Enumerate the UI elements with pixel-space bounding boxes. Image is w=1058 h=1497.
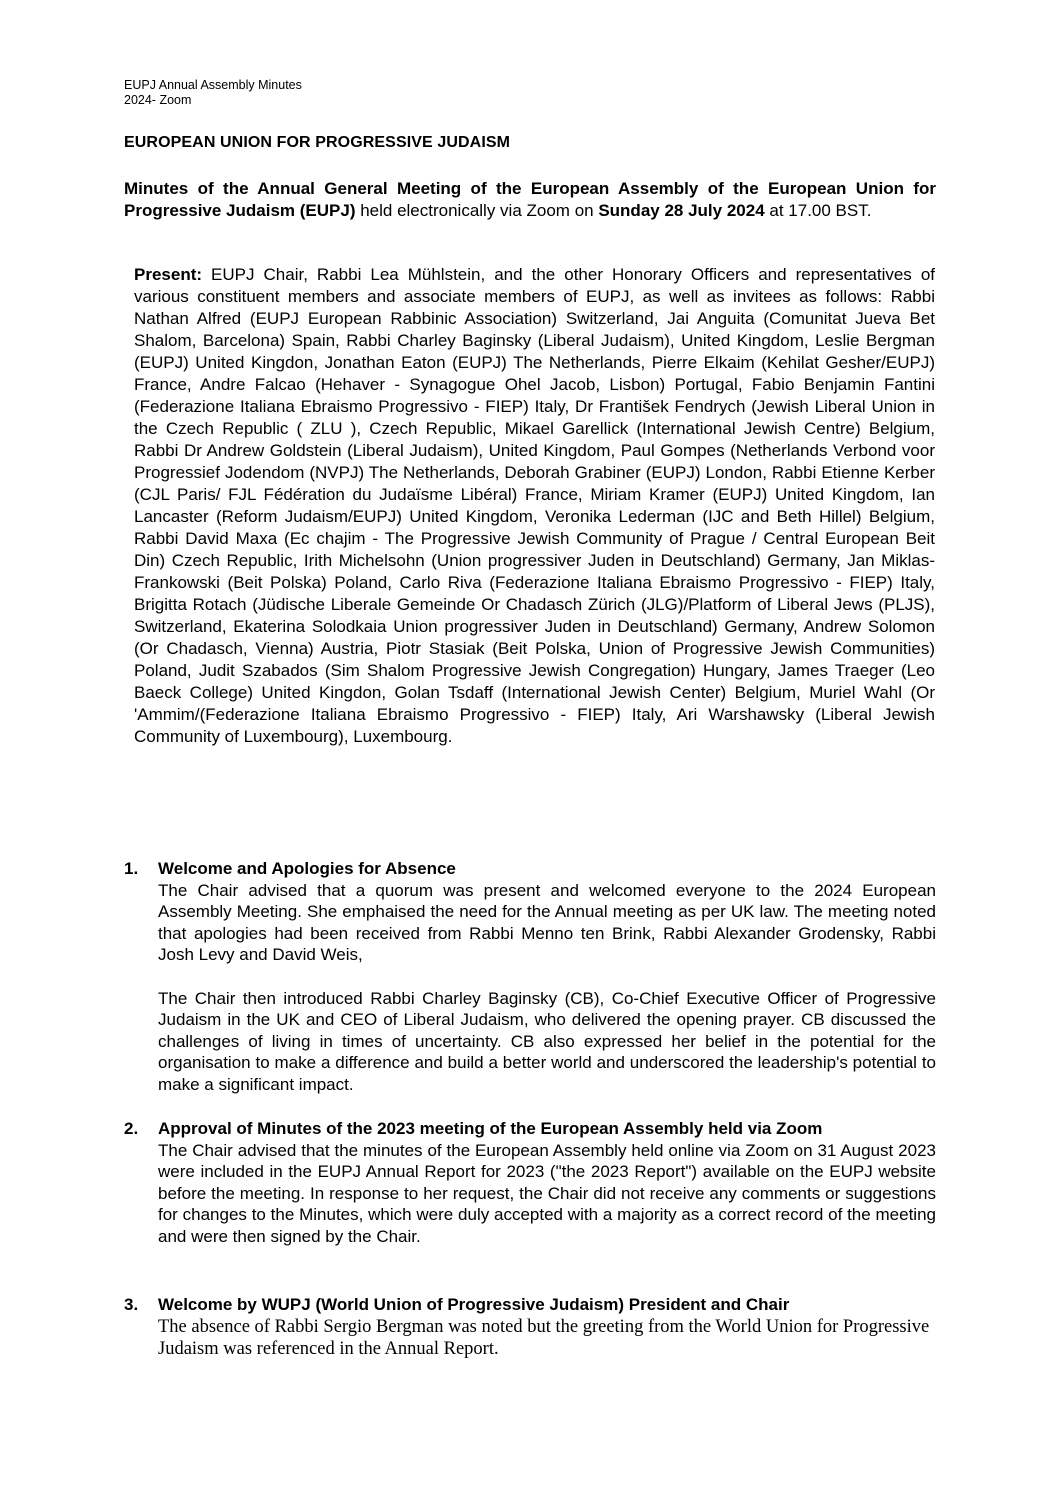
section-title: Welcome by WUPJ (World Union of Progressive Judaism) President and Chair <box>158 1295 790 1314</box>
section-body <box>158 1316 936 1360</box>
document-title: EUROPEAN UNION FOR PROGRESSIVE JUDAISM <box>124 134 511 151</box>
section-wupj-welcome <box>124 1294 936 1360</box>
present-list: EUPJ Chair, Rabbi Lea Mühlstein, and the other Honorary Officers and representatives of various constituent members and associate members of EUPJ, as well as invitees as follows: Rabbi Nathan Alfred (EUPJ European Rabbinic Association) Switzerland, Jai Anguita (Comunitat Jueva Bet Shalom, Barcelona) Spain, Rabbi Charley Baginsky (Liberal Judaism), United Kingdom, Leslie Bergman (EUPJ) United Kingdon, Jonathan Eaton (EUPJ) The Netherlands, Pierre Elkaim (Kehilat Gesher/EUPJ) France, Andre Falcao (Hehaver - Synagogue Ohel Jacob, Lisbon) Portugal, Fabio Benjamin Fantini (Federazione Italiana Ebraismo Progressivo - FIEP) Italy, Dr František Fendrych (Jewish Liberal Union in the Czech Republic ( ZLU ), Czech Republic, Mikael Garellick (International Jewish Centre) Belgium, Rabbi Dr Andrew Goldstein (Liberal Judaism), United Kingdom, Paul Gompes (Netherlands Verbond voor Progressief Jodendom (NVPJ) The Netherlands, Deborah Grabiner (EUPJ) London, Rabbi Etienne Kerber (CJL Paris/ FJL Fédération du Judaïsme Libéral) France, Miriam Kramer (EUPJ) United Kingdom, Ian Lancaster (Reform Judaism/EUPJ) United Kingdom, Veronika Lederman (IJC and Beth Hillel) Belgium, Rabbi David Maxa (Ec chajim - The Progressive Jewish Community of Prague / Central European Beit Din) Czech Republic, Irith Michelsohn (Union progressiver Juden in Deutschland) Germany, Jan Miklas-Frankowski (Beit Polska) Poland, Carlo Riva (Federazione Italiana Ebraismo Progressivo - FIEP) Italy, Brigitta Rotach (Jüdische Liberale Gemeinde Or Chadasch Zürich (JLG)/Platform of Liberal Jews (PLJS), Switzerland, Ekaterina Solodkaia Union progressiver Juden in Deutschland) Germany, Andrew Solomon (Or Chadasch, Vienna) Austria, Piotr Stasiak (Beit Polska, Union of Progressive Jewish Communities) Poland, Judit Szabados (Sim Shalom Progressive Jewish Congregation) Hungary, James Traeger (Leo Baeck College) United Kingdon, Golan Tsdaff (International Jewish Center) Belgium, Muriel Wahl (Or 'Ammim/(Federazione Italiana Ebraismo Progressivo - FIEP) Italy, Ari Warshawsky (Liberal Jewish Community of Luxembourg), Luxembourg. <box>134 265 935 746</box>
intro-bold-meeting: Minutes of the Annual General Meeting of the European Assembly of the European Union for Progressive Judaism (EUPJ) <box>124 179 936 220</box>
section-paragraph: The absence of Rabbi Sergio Bergman was noted but the greeting from the World Union for Progressive Judaism was referenced in the Annual Report. <box>158 1316 930 1359</box>
section-body <box>158 880 936 1096</box>
intro-bold-date: Sunday 28 July 2024 <box>598 201 765 220</box>
present-label: Present: <box>134 265 203 284</box>
section-number: 1. <box>124 859 139 878</box>
section-welcome-apologies <box>124 858 936 1095</box>
running-header <box>124 78 302 108</box>
section-heading <box>124 858 936 880</box>
section-heading <box>124 1294 936 1316</box>
section-approval-minutes <box>124 1118 936 1247</box>
section-title: Welcome and Apologies for Absence <box>158 859 456 878</box>
header-line-1: EUPJ Annual Assembly Minutes <box>124 78 302 92</box>
section-heading <box>124 1118 936 1140</box>
present-paragraph <box>134 264 935 748</box>
intro-text-time: at 17.00 BST. <box>764 201 872 220</box>
header-line-2: 2024- Zoom <box>124 93 192 107</box>
section-number: 2. <box>124 1119 139 1138</box>
section-paragraph: The Chair advised that a quorum was present and welcomed everyone to the 2024 European Assembly Meeting. She emphaised the need for the Annual meeting as per UK law. The meeting noted that apologies had been received from Rabbi Menno ten Brink, Rabbi Alexander Grodensky, Rabbi Josh Levy and David Weis, <box>158 880 936 964</box>
section-title: Approval of Minutes of the 2023 meeting of the European Assembly held via Zoom <box>158 1119 823 1138</box>
section-paragraph: The Chair then introduced Rabbi Charley Baginsky (CB), Co-Chief Executive Officer of Progressive Judaism in the UK and CEO of Liberal Judaism, who delivered the opening prayer. CB discussed the challenges of living in times of uncertainty. CB also expressed her belief in the potential for the organisation to make a difference and build a better world and underscored the leadership's potential to make a significant impact. <box>158 988 936 1094</box>
section-number: 3. <box>124 1295 139 1314</box>
intro-text-held: held electronically via Zoom on <box>355 201 599 220</box>
section-body <box>158 1140 936 1248</box>
intro-paragraph <box>124 178 936 222</box>
section-paragraph: The Chair advised that the minutes of the European Assembly held online via Zoom on 31 August 2023 were included in the EUPJ Annual Report for 2023 ("the 2023 Report") available on the EUPJ website before the meeting. In response to her request, the Chair did not receive any comments or suggestions for changes to the Minutes, which were duly accepted with a majority as a correct record of the meeting and were then signed by the Chair. <box>158 1140 936 1246</box>
